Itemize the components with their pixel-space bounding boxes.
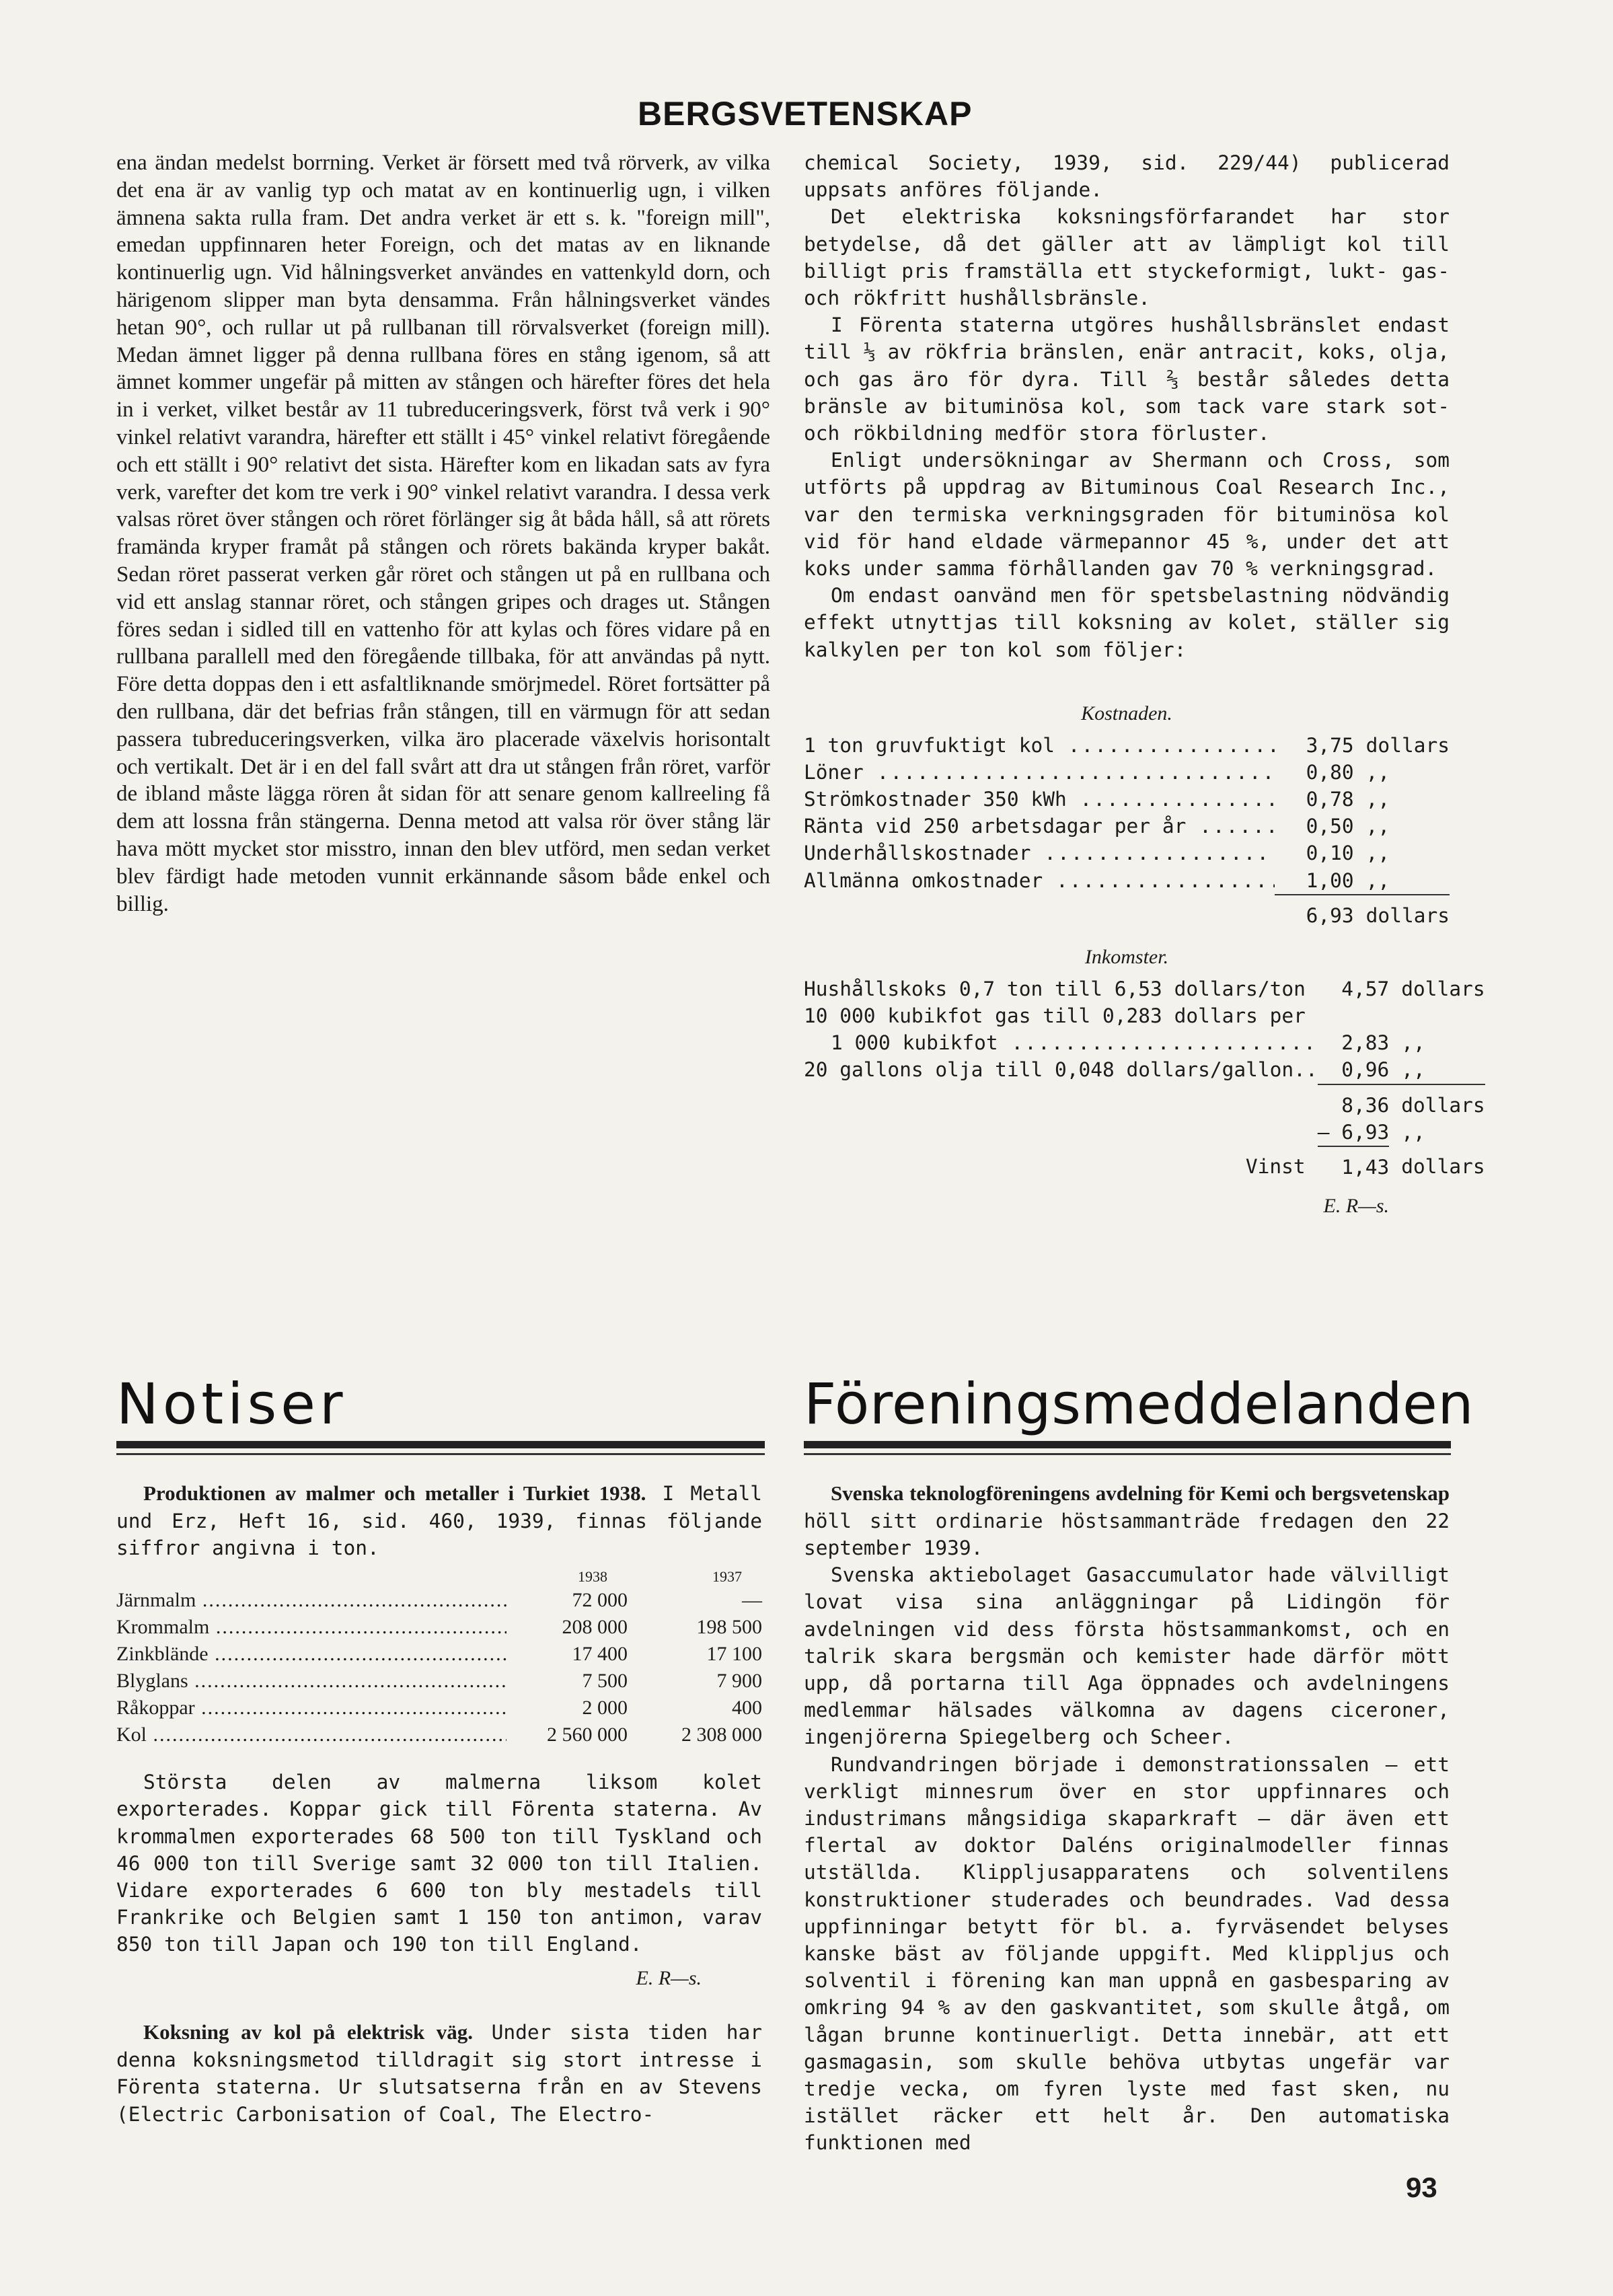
costs-total-unit: dollars [1354,895,1450,929]
costs-row [804,867,1450,895]
income-value: 0,96 [1341,1058,1390,1082]
production-label: Krommalm ..... [116,1616,507,1638]
right-paragraph-4: Enligt undersökningar av Shermann och Cross, som utförts på uppdrag av Bituminous Coal Research Inc., var den termiska verkningsgraden för bituminösa kol vid för hand eldade värmepannor 45 %, under det att koks under samma förhållanden gav 70 % verkningsgrad. [804,449,1450,581]
cost-unit: ,, [1365,868,1390,892]
cost-unit: ,, [1365,760,1390,784]
foreningsmeddelanden-rule-thick [804,1441,1451,1448]
income-total-value: 8,36 [1318,1084,1390,1119]
income-row [804,1029,1485,1056]
production-row [116,1695,762,1721]
right-paragraph-1: chemical Society, 1939, sid. 229/44) publicerad uppsats anföres följande. [804,151,1450,202]
foren-paragraph-3: Rundvandringen började i demonstrationssalen — ett verkligt minnesrum över en stor uppfinnares och industrimans mångsidiga skaparkraft — där även ett flertal av doktor Daléns originalmodeller finnas utställda. Klippljusapparatens och solventilens konstruktioner studerades och beundrades. Vad dessa uppfinningar betytt för bl. a. fyrväsendet belyses kanske bäst av följande uppgift. Med klippljus och solventil i förening kan man uppnå en gasbesparing av omkring 94 % av den gaskvantitet, som skulle åtgå, om lågan brunne kontinuerligt. Detta innebär, att ett gasmagasin, som skulle behöva utbytas ungefär var tredje vecka, om fyren lyste med fast sken, nu istället räcker ett helt år. Den automatiska funktionen med [804,1752,1450,2155]
year-1938-header: 1938 [578,1568,607,1586]
income-total-unit: dollars [1389,1084,1485,1119]
profit-unit: dollars [1401,1155,1485,1179]
cost-value: 0,80 [1306,760,1354,784]
costs-row [804,759,1450,786]
costs-row [804,732,1450,759]
cost-label: Allmänna omkostnader ..... [804,869,1275,892]
right-paragraph-2: Det elektriska koksningsförfarandet har stor betydelse, då det gäller att av lämpligt kol till billigt pris framställa ett styckeformigt, lukt- gas- och rökfritt hushållsbränsle. [804,205,1450,310]
costs-heading: Kostnaden. [1081,702,1172,725]
production-label: Kol ..... [116,1724,507,1746]
income-label: 20 gallons olja till 0,048 dollars/gallon.. [804,1058,1318,1082]
right-paragraph-5: Om endast oanvänd men för spetsbelastning nödvändig effekt utnyttjas till koksning av kolet, ställer sig kalkylen per ton kol som följer: [804,584,1450,661]
foreningsmeddelanden-title: Föreningsmeddelanden [804,1371,1474,1437]
costs-row [804,786,1450,813]
production-label: Blyglans ..... [116,1670,507,1692]
notiser-article1-intro-text: I Metall und Erz, Heft 16, sid. 460, 1939, finnas följande siffror angivna i ton. [116,1482,762,1559]
cost-label: 1 ton gruvfuktigt kol ..... [804,734,1275,757]
notiser-article2 [116,2019,762,2127]
cost-label: Löner ..... [804,761,1275,784]
income-row [804,1002,1485,1029]
production-label: Råkoppar ..... [116,1697,507,1719]
income-unit: ,, [1401,1058,1425,1082]
production-value-1937: 2 308 000 [681,1724,762,1746]
notiser-article1-body: Största delen av malmerna liksom kolet exporterades. Koppar gick till Förenta staterna. Av krommalmen exporterades 68 500 ton till Tyskland och 46 000 ton till Sverige samt 32 000 ton till Italien. Vidare exporterades 6 600 ton bly mestadels till Frankrike och Belgien samt 1 150 ton antimon, varav 850 ton till Japan och 190 ton till England. [116,1771,762,1956]
foren-paragraph-2: Svenska aktiebolaget Gasaccumulator hade välvilligt lovat visa sina anläggningar på Lidingön för avdelningen vid dess första höstsammankomst, och en talrik skara bergsmän och kemister hade därför mött upp, då portarna till Aga öppnades och avdelningens medlemmar hälsades välkomna av dagens ciceroner, ingenjörerna Spiegelberg och Scheer. [804,1563,1450,1749]
production-row [116,1587,762,1614]
right-column [804,149,1485,1220]
cost-unit: ,, [1365,815,1390,838]
foreningsmeddelanden-rule-thin [804,1453,1451,1455]
cost-value: 0,10 [1306,842,1354,865]
minus-value: — 6,93 [1318,1119,1390,1146]
production-label: Järnmalm ..... [116,1589,507,1611]
production-value-1937: 400 [732,1697,762,1719]
cost-unit: ,, [1365,788,1390,811]
cost-value: 3,75 [1306,733,1354,757]
notiser-rule-thin [116,1453,765,1455]
notiser-article2-heading: Koksning av kol på elektrisk väg. [143,2020,474,2044]
notiser-article1-heading: Produktionen av malmer och metaller i Turkiet 1938. [143,1481,646,1505]
income-label: 10 000 kubikfot gas till 0,283 dollars per [804,1004,1306,1028]
foreningsmeddelanden-column [804,1480,1450,2157]
notiser-article1-intro [116,1480,762,1561]
cost-value: 0,50 [1306,815,1354,838]
notiser-article1-signature: E. R—s. [636,1966,702,1989]
production-value-1938: 208 000 [562,1616,628,1639]
page-number: 93 [1406,2172,1437,2203]
cost-label: Underhållskostnader ..... [804,842,1275,864]
foren-paragraph-1-heading: Svenska teknologföreningens avdelning för Kemi och bergsvetenskap [831,1481,1450,1505]
income-row [804,975,1485,1002]
income-heading: Inkomster. [1084,946,1169,969]
costs-total-row [804,895,1450,929]
notiser-rule-thick [116,1441,765,1448]
production-header-row [116,1567,762,1587]
left-column-paragraph: ena ändan medelst borrning. Verket är försett med två rörverk, av vilka det ena är av vanlig typ och matat av en kontinuerlig ugn, i vilken ämnena sakta rulla fram. Det andra verket är ett s. k. "foreign mill", emedan uppfinnaren heter Foreign, och det matas av en liknande kontinuerlig ugn. Vid hålningsverket användes en vattenkyld dorn, och härigenom slipper man byta densamma. Från hålningsverket vändes hetan 90°, och rullar ut på rullbanan till rörvalsverket (foreign mill). Medan ämnet ligger på denna rullbana föres en stång igenom, så att ämnet kommer ungefär på mitten av stången och härefter föres det hela in i verket, vilket består av 11 tubreduceringsverk, först två verk i 90° vinkel relativt varandra, härefter ett ställt i 45° vinkel relativt föregående och ett ställt i 90° relativt det sista. Härefter kom en likadan sats av fyra verk, varefter det kom tre verk i 90° vinkel relativt varandra. I dessa verk valsas röret över stången och röret förlänger sig åt båda håll, så att rörets framända kryper framåt på stången och rörets bakända kryper bakåt. Sedan röret passerat verken går röret och stången ut på en rullbana och vid ett anslag stannar röret, och stången gripes och drages ut. Stången föres sedan i sidled till en vattenho för att kylas och föres vidare på en rullbana parallell med den föregående tillbaka, för att användas på nytt. Före detta doppas den i ett asfaltliknande smörjmedel. Röret fortsätter på den rullbana, där det befrias från stången, till en värmugn för att sedan passera tubreduceringsverken, vilka äro placerade växelvis horisontalt och vertikalt. Det är i en del fall svårt att dra ut stången från röret, varför de ibland måste lägga rören åt sidan för att senare genom kallreeling få dem att lossna från stängerna. Denna metod att valsa rör över stång lär hava mött mycket stor misstro, innan den blev utförd, men sedan verket blev färdigt hade metoden vunnit erkännande såsom både enkel och billig. [116,151,770,916]
cost-value: 1,00 [1306,868,1354,892]
production-row [116,1668,762,1695]
production-value-1938: 2 560 000 [547,1724,628,1746]
cost-label: Ränta vid 250 arbetsdagar per år ..... [804,815,1275,838]
cost-unit: ,, [1365,842,1390,865]
production-table [116,1567,762,1748]
cost-unit: dollars [1365,733,1450,757]
production-row [116,1641,762,1668]
production-value-1938: 7 500 [582,1670,628,1693]
foren-paragraph-1 [804,1480,1450,1561]
minus-row [804,1119,1485,1146]
year-1937-header: 1937 [712,1568,742,1586]
production-value-1937: 7 900 [716,1670,762,1693]
profit-value: 1,43 [1341,1156,1390,1179]
notiser-article2-body: Under sista tiden har denna koksningsmetod tilldragit sig stort intresse i Förenta staterna. Ur slutsatserna från en av Stevens (Electric Carbonisation of Coal, The Electro- [116,2021,762,2126]
production-label: Zinkblände ..... [116,1643,507,1665]
income-label: Hushållskoks 0,7 ton till 6,53 dollars/ton [804,977,1306,1000]
foren-paragraph-1-text: höll sitt ordinarie höstsammanträde fredagen den 22 september 1939. [804,1509,1450,1559]
costs-row [804,840,1450,866]
production-value-1937: — [742,1589,762,1612]
profit-label: Vinst [1245,1155,1306,1179]
costs-table [804,732,1450,929]
income-value: 2,83 [1341,1031,1390,1055]
production-row [116,1614,762,1641]
production-value-1938: 2 000 [582,1697,628,1719]
income-unit: ,, [1401,1031,1425,1055]
left-column [116,149,770,918]
notiser-title: Notiser [116,1371,347,1437]
production-value-1937: 17 100 [706,1643,762,1666]
production-row [116,1721,762,1748]
cost-label: Strömkostnader 350 kWh ..... [804,788,1275,811]
income-value: 4,57 [1341,977,1390,1000]
costs-row [804,813,1450,840]
minus-unit: ,, [1401,1120,1425,1144]
production-value-1938: 72 000 [572,1589,628,1612]
right-paragraph-3: I Förenta staterna utgöres hushållsbränslet endast till ⅓ av rökfria bränslen, enär antracit, koks, olja, och gas äro för dyra. Till ⅔ består således detta bränsle av bituminösa kol, som tack vare stark sot- och rökbildning medför stora förluster. [804,313,1450,445]
notiser-column [116,1480,762,2128]
costs-total-value: 6,93 [1275,895,1354,929]
income-unit: dollars [1401,977,1485,1000]
income-total-row [804,1084,1485,1119]
running-header: BERGSVETENSKAP [638,95,973,133]
production-value-1938: 17 400 [572,1643,628,1666]
signature: E. R—s. [1323,1195,1389,1218]
income-table [804,975,1485,1181]
profit-row [804,1146,1485,1181]
cost-value: 0,78 [1306,788,1354,811]
income-row [804,1056,1485,1084]
income-label: 1 000 kubikfot ..... [831,1031,1318,1054]
production-value-1937: 198 500 [696,1616,762,1639]
